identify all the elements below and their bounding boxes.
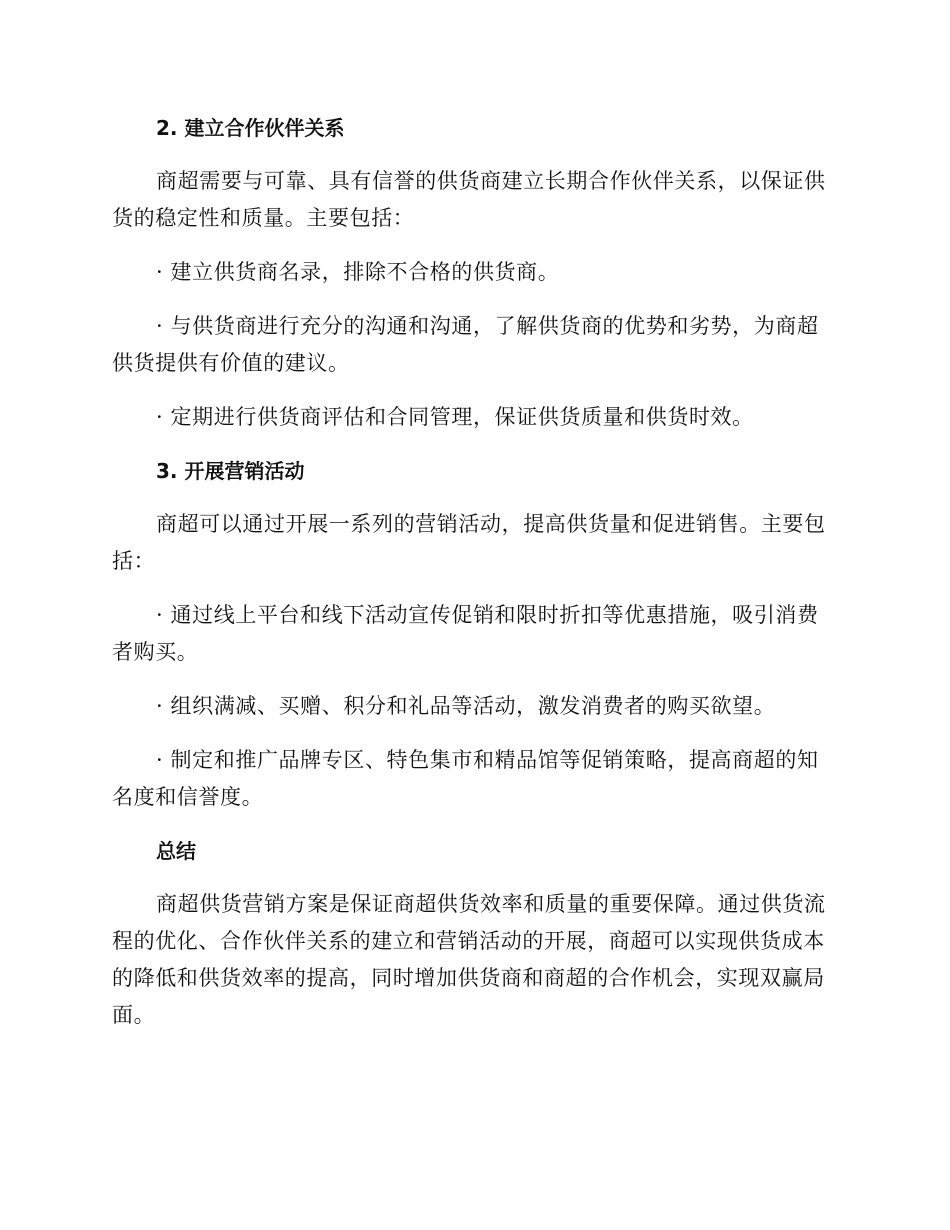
section-intro-marketing: 商超可以通过开展一系列的营销活动，提高供货量和促进销售。主要包括： — [112, 512, 826, 573]
bullet-item: · 组织满减、买赠、积分和礼品等活动，激发消费者的购买欲望。 — [156, 694, 776, 718]
bullet-item: · 通过线上平台和线下活动宣传促销和限时折扣等优惠措施，吸引消费者购买。 — [112, 603, 819, 664]
section-heading-summary: 总结 — [156, 839, 196, 863]
bullet-item: · 制定和推广品牌专区、特色集市和精品馆等促销策略，提高商超的知名度和信誉度。 — [112, 748, 819, 809]
section-intro-partnership: 商超需要与可靠、具有信誉的供货商建立长期合作伙伴关系，以保证供货的稳定性和质量。主要包括： — [112, 169, 826, 230]
section-heading-partnership: 2. 建立合作伙伴关系 — [156, 116, 345, 140]
bullet-item: · 定期进行供货商评估和合同管理，保证供货质量和供货时效。 — [156, 405, 754, 429]
section-heading-marketing: 3. 开展营销活动 — [156, 459, 305, 483]
bullet-item: · 与供货商进行充分的沟通和沟通，了解供货商的优势和劣势，为商超供货提供有价值的建议。 — [112, 314, 819, 375]
document-body — [112, 110, 832, 1051]
summary-paragraph: 商超供货营销方案是保证商超供货效率和质量的重要保障。通过供货流程的优化、合作伙伴关系的建立和营销活动的开展，商超可以实现供货成本的降低和供货效率的提高，同时增加供货商和商超的合作机会，实现双赢局面。 — [112, 892, 826, 1027]
bullet-item: · 建立供货商名录，排除不合格的供货商。 — [156, 260, 560, 284]
